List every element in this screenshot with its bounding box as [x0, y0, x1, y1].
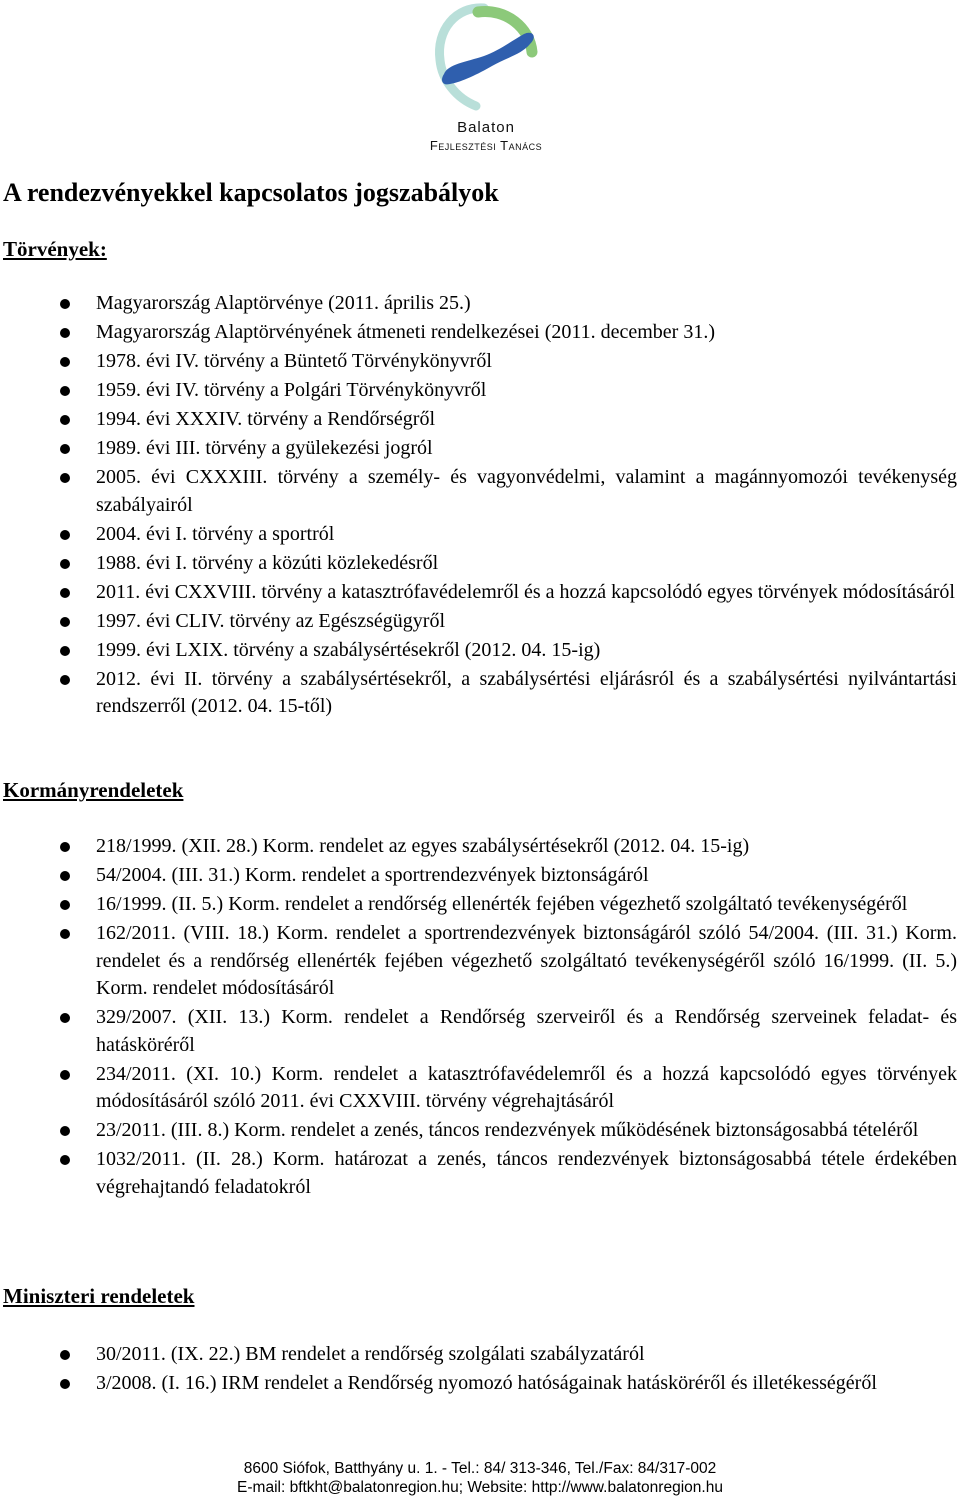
section-heading-torvenyek: Törvények:	[3, 237, 107, 261]
list-item: 1959. évi IV. törvény a Polgári Törvénykönyvről	[0, 377, 957, 405]
kormanyrendeletek-list	[0, 833, 957, 1201]
list-item: Magyarország Alaptörvényének átmeneti rendelkezései (2011. december 31.)	[0, 319, 957, 347]
list-item: 23/2011. (III. 8.) Korm. rendelet a zenés, táncos rendezvények működésének biztonságosabbá tételéről	[0, 1117, 957, 1145]
list-item: 16/1999. (II. 5.) Korm. rendelet a rendőrség ellenérték fejében végezhető szolgáltató tevékenységéről	[0, 891, 957, 919]
section-heading-kormanyrendeletek: Kormányrendeletek	[3, 778, 184, 802]
list-item: 1988. évi I. törvény a közúti közlekedésről	[0, 550, 957, 578]
lake-balaton-icon	[426, 2, 546, 117]
list-item: Magyarország Alaptörvénye (2011. április 25.)	[0, 290, 957, 318]
miniszteri-list	[0, 1341, 957, 1398]
balaton-logo	[412, 2, 560, 154]
list-item: 2005. évi CXXXIII. törvény a személy- és vagyonvédelmi, valamint a magánnyomozói tevékenység szabályairól	[0, 464, 957, 519]
logo-line1: Balaton	[457, 119, 515, 136]
list-item: 2012. évi II. törvény a szabálysértésekről, a szabálysértési eljárásról és a szabálysértési nyilvántartási rendszerről (2012. 04. 15-től)	[0, 666, 957, 721]
list-item: 30/2011. (IX. 22.) BM rendelet a rendőrség szolgálati szabályzatáról	[0, 1341, 957, 1369]
list-item: 162/2011. (VIII. 18.) Korm. rendelet a sportrendezvények biztonságáról szóló 54/2004. (III. 31.) Korm. rendelet és a rendőrség ellenérték fejében végezhető szolgáltató tevékenységéről szóló 16/1999. (II. 5.) Korm. rendelet módosításáról	[0, 920, 957, 1003]
logo-line2: Fejlesztési Tanács	[429, 138, 543, 153]
list-item: 1994. évi XXXIV. törvény a Rendőrségről	[0, 406, 957, 434]
list-item: 329/2007. (XII. 13.) Korm. rendelet a Rendőrség szerveiről és a Rendőrség szerveinek feladat- és hatásköréről	[0, 1004, 957, 1059]
list-item: 2011. évi CXXVIII. törvény a katasztrófavédelemről és a hozzá kapcsolódó egyes törvények módosításáról	[0, 579, 957, 607]
footer-address: 8600 Siófok, Batthyány u. 1. - Tel.: 84/ 313-346, Tel./Fax: 84/317-002	[243, 1460, 717, 1477]
list-item: 1997. évi CLIV. törvény az Egészségügyről	[0, 608, 957, 636]
page-title: A rendezvényekkel kapcsolatos jogszabályok	[3, 178, 499, 207]
list-item: 1989. évi III. törvény a gyülekezési jogról	[0, 435, 957, 463]
list-item: 218/1999. (XII. 28.) Korm. rendelet az egyes szabálysértésekről (2012. 04. 15-ig)	[0, 833, 957, 861]
torvenyek-list	[0, 290, 957, 721]
list-item: 3/2008. (I. 16.) IRM rendelet a Rendőrség nyomozó hatóságainak hatásköréről és illetékességéről	[0, 1370, 957, 1398]
list-item: 2004. évi I. törvény a sportról	[0, 521, 957, 549]
footer-contact: E-mail: bftkht@balatonregion.hu; Website: http://www.balatonregion.hu	[237, 1478, 723, 1496]
section-heading-miniszteri: Miniszteri rendeletek	[3, 1284, 195, 1308]
list-item: 1978. évi IV. törvény a Büntető Törvénykönyvről	[0, 348, 957, 376]
list-item: 234/2011. (XI. 10.) Korm. rendelet a katasztrófavédelemről és a hozzá kapcsolódó egyes törvények módosításáról szóló 2011. évi CXXVIII. törvény végrehajtásáról	[0, 1061, 957, 1116]
list-item: 1999. évi LXIX. törvény a szabálysértésekről (2012. 04. 15-ig)	[0, 637, 957, 665]
footer	[0, 1460, 960, 1497]
list-item: 54/2004. (III. 31.) Korm. rendelet a sportrendezvények biztonságáról	[0, 862, 957, 890]
list-item: 1032/2011. (II. 28.) Korm. határozat a zenés, táncos rendezvények biztonságosabbá tétele érdekében végrehajtandó feladatokról	[0, 1146, 957, 1201]
